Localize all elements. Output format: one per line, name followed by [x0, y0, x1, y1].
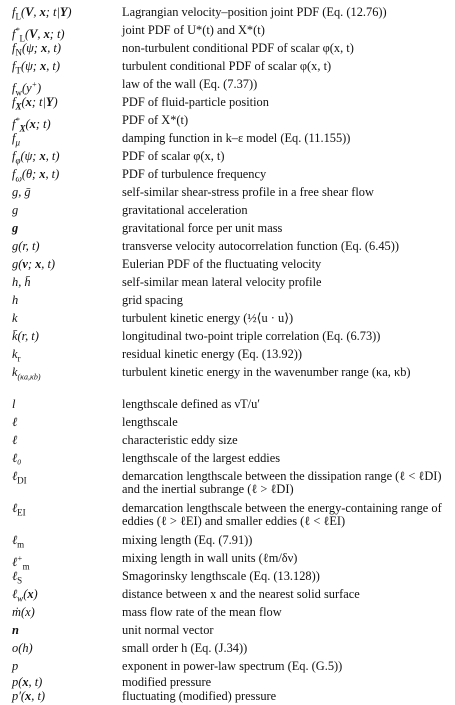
symbol: $f_X(x$; t|Y): [12, 95, 58, 112]
description: damping function in k–ε model (Eq. (11.155)): [122, 131, 351, 145]
description: exponent in power-law spectrum (Eq. (G.5)): [122, 659, 343, 673]
description: law of the wall (Eq. (7.37)): [122, 77, 258, 91]
description: PDF of scalar φ(x, t): [122, 149, 225, 163]
description: turbulent kinetic energy (½⟨u · u⟩): [122, 311, 294, 325]
description: lengthscale of the largest eddies: [122, 451, 281, 465]
description: Eulerian PDF of the fluctuating velocity: [122, 257, 322, 271]
symbol: $f^*_X(x$; t): [12, 116, 51, 134]
symbol: $f_N(\psi$; x, t): [12, 41, 61, 58]
description: mass flow rate of the mean flow: [122, 605, 282, 619]
symbol: n: [12, 623, 19, 637]
symbol: g(r, t): [12, 239, 40, 253]
description: gravitational force per unit mass: [122, 221, 283, 235]
symbol: $f_T(\psi$; x, t): [12, 59, 60, 76]
description: mixing length (Eq. (7.91)): [122, 533, 253, 547]
symbol: h: [12, 293, 19, 307]
description: longitudinal two-point triple correlation (Eq. (6.73)): [122, 329, 381, 343]
symbol: g, ḡ: [12, 185, 31, 199]
description: PDF of X*(t): [122, 113, 189, 127]
description: turbulent conditional PDF of scalar φ(x, t): [122, 59, 332, 73]
description: PDF of fluid-particle position: [122, 95, 269, 109]
description: grid spacing: [122, 293, 183, 307]
description: transverse velocity autocorrelation function (Eq. (6.45)): [122, 239, 399, 253]
description: Lagrangian velocity–position joint PDF (Eq. (12.76)): [122, 5, 387, 19]
description: demarcation lengthscale between the dissipation range (ℓ < ℓDI) and the inertial subrange (ℓ > ℓDI): [122, 469, 442, 496]
description: characteristic eddy size: [122, 433, 238, 447]
symbol: ℓ+$_m$: [12, 554, 30, 572]
symbol: l: [12, 397, 16, 411]
symbol: ℓ$_S$: [12, 569, 23, 586]
symbol: p′(x, t): [12, 689, 46, 703]
symbol: o(h): [12, 641, 33, 655]
description: unit normal vector: [122, 623, 214, 637]
symbol: g: [12, 221, 19, 235]
description: mixing length in wall units (ℓm/δν): [122, 551, 298, 565]
symbol: ℓ$_w$(x): [12, 587, 38, 604]
symbol: h, h̄: [12, 275, 31, 289]
description: self-similar mean lateral velocity profile: [122, 275, 322, 289]
symbol: ṁ(x): [12, 605, 35, 619]
description: small order h (Eq. (J.34)): [122, 641, 248, 655]
symbol: ℓ: [12, 433, 18, 447]
description: demarcation lengthscale between the energy-containing range of eddies (ℓ > ℓEI) and smaller eddies (ℓ < ℓEI): [122, 501, 442, 528]
symbol: ℓ$_m$: [12, 533, 25, 550]
description: joint PDF of U*(t) and X*(t): [122, 23, 265, 37]
description: gravitational acceleration: [122, 203, 248, 217]
description: turbulent kinetic energy in the wavenumber range (κa, κb): [122, 365, 411, 379]
symbol: g: [12, 203, 19, 217]
symbol: $f_L(V$, x; t|Y): [12, 5, 72, 22]
description: non-turbulent conditional PDF of scalar φ(x, t): [122, 41, 354, 55]
symbol: p: [12, 659, 19, 673]
symbol: k̄(r, t): [12, 329, 39, 343]
description: lengthscale defined as νT/u′: [122, 397, 261, 411]
symbol: $f_w(y^+)$: [12, 80, 42, 98]
symbol: p(x, t): [12, 675, 43, 689]
symbol: $f_\omega(\theta$; x, t): [12, 167, 60, 184]
description: PDF of turbulence frequency: [122, 167, 267, 181]
symbol: $k_{(\kappa a,\kappa b)}$: [12, 365, 41, 382]
symbol: $k_r$: [12, 347, 21, 364]
symbol: k: [12, 311, 18, 325]
description: lengthscale: [122, 415, 178, 429]
description: distance between x and the nearest solid surface: [122, 587, 360, 601]
description: modified pressure: [122, 675, 212, 689]
description: residual kinetic energy (Eq. (13.92)): [122, 347, 303, 361]
description: Smagorinsky lengthscale (Eq. (13.128)): [122, 569, 320, 583]
symbol: ℓ$_{DI}$: [12, 469, 27, 486]
symbol: ℓ₀: [12, 451, 22, 465]
symbol: ℓ$_{EI}$: [12, 501, 26, 518]
symbol: g(v; x, t): [12, 257, 56, 271]
symbol: ℓ: [12, 415, 18, 429]
symbol: $f_\varphi(\psi$; x, t): [12, 149, 60, 166]
symbol: $f^*_L(V$, x; t): [12, 26, 65, 44]
symbol: $f_\mu$: [12, 131, 20, 148]
description: fluctuating (modified) pressure: [122, 689, 277, 703]
description: self-similar shear-stress profile in a free shear flow: [122, 185, 374, 199]
